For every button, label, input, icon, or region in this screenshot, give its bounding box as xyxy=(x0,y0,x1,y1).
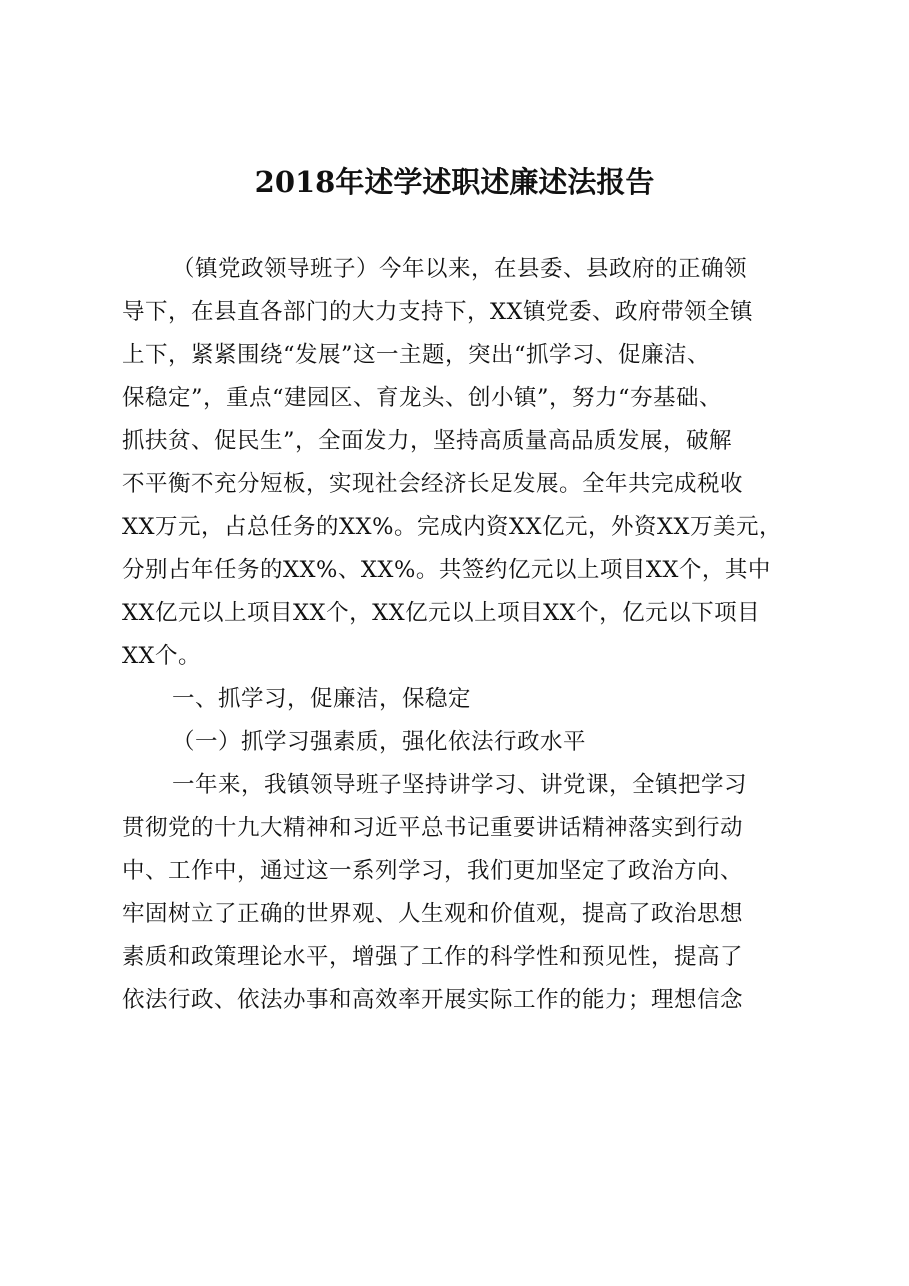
paragraph-line: 保稳定”，重点“建园区、育龙头、创小镇”，努力“夯基础、 xyxy=(122,385,723,411)
paragraph-line: 素质和政策理论水平，增强了工作的科学性和预见性，提高了 xyxy=(122,944,744,970)
document-title: 2018年述学述职述廉述法报告 xyxy=(254,165,655,199)
paragraph-line: XX万元，占总任务的XX%。完成内资XX亿元，外资XX万美元， xyxy=(122,514,783,540)
paragraph-line: XX亿元以上项目XX个，XX亿元以上项目XX个，亿元以下项目 xyxy=(122,600,761,626)
paragraph-line: 抓扶贫、促民生”，全面发力，坚持高质量高品质发展，破解 xyxy=(122,428,733,454)
paragraph-line: 牢固树立了正确的世界观、人生观和价值观，提高了政治思想 xyxy=(122,901,744,927)
paragraph-line: 依法行政、依法办事和高效率开展实际工作的能力；理想信念 xyxy=(122,987,744,1013)
paragraph-line: 中、工作中，通过这一系列学习，我们更加坚定了政治方向、 xyxy=(122,858,744,884)
paragraph-line: 分别占年任务的XX%、XX%。共签约亿元以上项目XX个，其中 xyxy=(122,557,771,583)
paragraph-line: XX个。 xyxy=(122,643,202,669)
paragraph-line: 导下，在县直各部门的大力支持下，XX镇党委、政府带领全镇 xyxy=(122,299,754,325)
paragraph-line: 上下，紧紧围绕“发展”这一主题，突出“抓学习、促廉洁、 xyxy=(122,342,711,368)
paragraph-line: 不平衡不充分短板，实现社会经济长足发展。全年共完成税收 xyxy=(122,471,744,497)
paragraph-line: （镇党政领导班子）今年以来，在县委、县政府的正确领 xyxy=(172,256,748,282)
section-heading: 一、抓学习，促廉洁，保稳定 xyxy=(172,686,472,712)
subsection-heading: （一）抓学习强素质，强化依法行政水平 xyxy=(172,729,587,755)
paragraph-line: 一年来，我镇领导班子坚持讲学习、讲党课，全镇把学习 xyxy=(172,772,748,798)
paragraph-line: 贯彻党的十九大精神和习近平总书记重要讲话精神落实到行动 xyxy=(122,815,744,841)
